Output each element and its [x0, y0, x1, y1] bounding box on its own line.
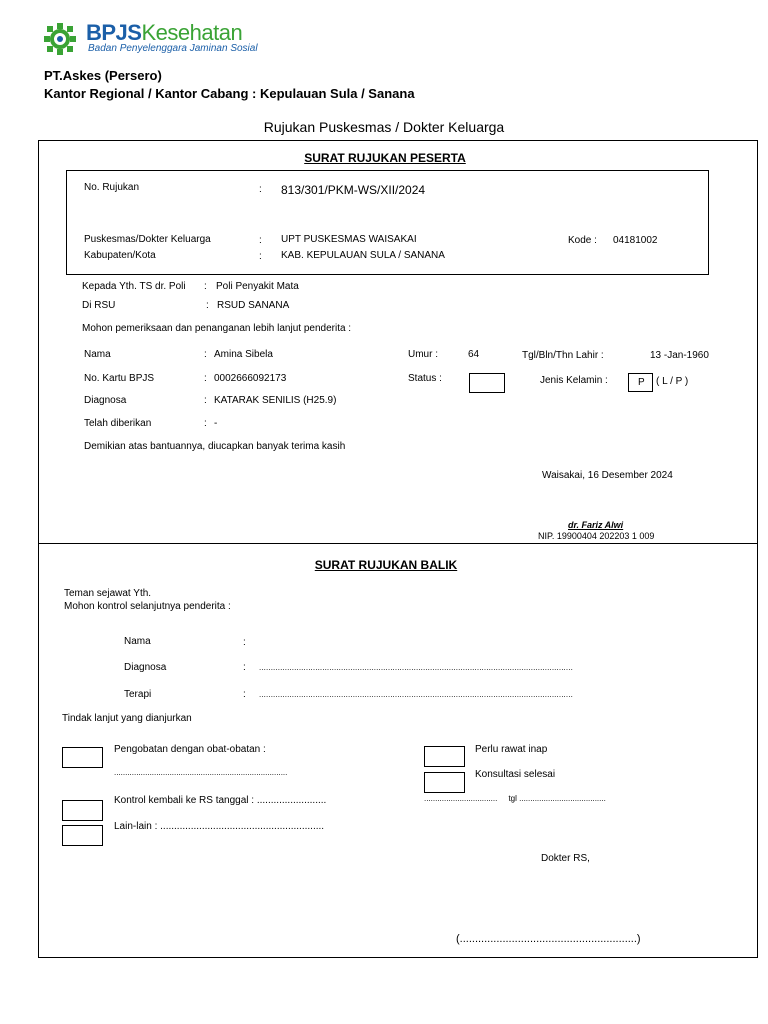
konsultasi-checkbox[interactable] — [424, 772, 465, 793]
kepada-colon: : — [204, 281, 207, 292]
umur-label: Umur : — [408, 349, 438, 360]
rawat-inap-label: Perlu rawat inap — [475, 744, 548, 755]
greeting-text: Teman sejawat Yth. — [64, 588, 152, 599]
kepada-label: Kepada Yth. TS dr. Poli — [82, 281, 186, 292]
balik-nama-label: Nama — [124, 636, 151, 647]
kode-value: 04181002 — [613, 235, 658, 246]
kabupaten-colon: : — [259, 251, 262, 262]
document-title: Rujukan Puskesmas / Dokter Keluarga — [263, 119, 505, 135]
nama-colon: : — [204, 349, 207, 360]
status-box[interactable] — [469, 373, 505, 393]
balik-diagnosa-dots: ...................................................................................................................................... — [259, 663, 573, 672]
telah-diberikan-colon: : — [204, 418, 207, 429]
telah-diberikan-label: Telah diberikan — [84, 418, 152, 429]
kode-label: Kode : — [568, 235, 597, 246]
telah-diberikan-value: - — [214, 418, 218, 429]
dokter-rs-label: Dokter RS, — [541, 853, 590, 864]
kabupaten-label: Kabupaten/Kota — [84, 250, 156, 261]
kartu-bpjs-colon: : — [204, 373, 207, 384]
mohon-pemeriksaan-text: Mohon pemeriksaan dan penanganan lebih lanjut penderita : — [82, 323, 352, 334]
balik-terapi-colon: : — [243, 689, 246, 700]
jenis-kelamin-label: Jenis Kelamin : — [540, 375, 608, 386]
kartu-bpjs-value: 0002666092173 — [214, 373, 287, 384]
section-divider — [38, 543, 758, 544]
kontrol-checkbox[interactable] — [62, 800, 103, 821]
konsultasi-label: Konsultasi selesai — [475, 769, 556, 780]
rsu-value: RSUD SANANA — [217, 300, 290, 311]
kepada-value: Poli Penyakit Mata — [216, 281, 299, 292]
balik-nama-colon: : — [243, 637, 246, 648]
bpjs-logo-icon — [43, 22, 77, 56]
lain-lain-label: Lain-lain : ........................................................... — [114, 821, 325, 832]
puskesmas-value: UPT PUSKESMAS WAISAKAI — [281, 234, 417, 245]
umur-value: 64 — [468, 349, 480, 360]
no-rujukan-colon: : — [259, 184, 262, 195]
bpjs-logo — [43, 20, 258, 56]
diagnosa-colon: : — [204, 395, 207, 406]
mohon-kontrol-text: Mohon kontrol selanjutnya penderita : — [64, 601, 231, 612]
lain-lain-checkbox[interactable] — [62, 825, 103, 846]
status-label: Status : — [408, 373, 442, 384]
nama-label: Nama — [84, 349, 111, 360]
logo-name-kesehatan: Kesehatan — [141, 20, 243, 45]
rsu-colon: : — [206, 300, 209, 311]
company-name: PT.Askes (Persero) — [44, 68, 162, 83]
diagnosa-value: KATARAK SENILIS (H25.9) — [214, 395, 337, 406]
closing-text: Demikian atas bantuannya, diucapkan banyak terima kasih — [84, 441, 346, 452]
jenis-kelamin-value: P — [638, 377, 645, 388]
balik-terapi-label: Terapi — [124, 689, 152, 700]
jenis-kelamin-options: ( L / P ) — [656, 376, 689, 387]
section-title-rujukan: SURAT RUJUKAN PESERTA — [304, 151, 466, 165]
tindak-lanjut-label: Tindak lanjut yang dianjurkan — [62, 713, 192, 724]
pengobatan-checkbox[interactable] — [62, 747, 103, 768]
balik-diagnosa-colon: : — [243, 662, 246, 673]
pengobatan-dots: .............................................................................. — [114, 768, 288, 777]
kartu-bpjs-label: No. Kartu BPJS — [84, 373, 155, 384]
doctor-nip: NIP. 19900404 202203 1 009 — [538, 531, 655, 541]
logo-name-bpjs: BPJS — [86, 20, 142, 45]
tgl-line: ................................. tgl ....................................... — [424, 794, 606, 803]
balik-terapi-dots: ...................................................................................................................................... — [259, 690, 573, 699]
diagnosa-label: Diagnosa — [84, 395, 127, 406]
signature-line: (..........................................................) — [456, 933, 641, 945]
tgl-lahir-label: Tgl/Bln/Thn Lahir : — [522, 350, 604, 361]
tgl-lahir-value: 13 -Jan-1960 — [650, 350, 709, 361]
logo-tagline: Badan Penyelenggara Jaminan Sosial — [88, 43, 258, 54]
rsu-label: Di RSU — [82, 300, 116, 311]
doctor-name: dr. Fariz Alwi — [568, 520, 624, 530]
kontrol-label: Kontrol kembali ke RS tanggal : ......................... — [114, 795, 327, 806]
puskesmas-label: Puskesmas/Dokter Keluarga — [84, 234, 211, 245]
kabupaten-value: KAB. KEPULAUAN SULA / SANANA — [281, 250, 445, 261]
no-rujukan-label: No. Rujukan — [84, 182, 140, 193]
puskesmas-colon: : — [259, 235, 262, 246]
no-rujukan-value: 813/301/PKM-WS/XII/2024 — [281, 183, 426, 197]
rawat-inap-checkbox[interactable] — [424, 746, 465, 767]
pengobatan-label: Pengobatan dengan obat-obatan : — [114, 744, 266, 755]
nama-value: Amina Sibela — [214, 349, 273, 360]
section-title-balik: SURAT RUJUKAN BALIK — [314, 558, 458, 572]
place-date: Waisakai, 16 Desember 2024 — [542, 470, 673, 481]
balik-diagnosa-label: Diagnosa — [124, 662, 167, 673]
office-name: Kantor Regional / Kantor Cabang : Kepulauan Sula / Sanana — [44, 86, 415, 101]
jenis-kelamin-box[interactable] — [628, 373, 653, 392]
